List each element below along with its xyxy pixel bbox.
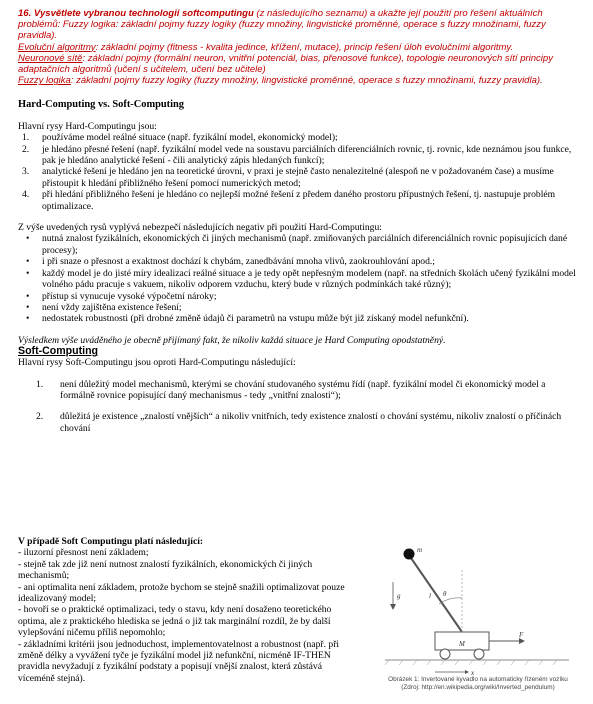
negative-item bbox=[18, 302, 578, 313]
negative-item-marker: • bbox=[26, 301, 30, 313]
soft-rule-line: - stejně tak zde již není nutnost znalostí fyzikálních, ekonomických či jiných mechanismů; bbox=[18, 558, 313, 582]
pendulum-rod bbox=[411, 558, 462, 632]
evo-text: : základní pojmy (fitness - kvalita jedince, křížení, mutace), princip řešení úloh evolučními algoritmy. bbox=[95, 41, 514, 53]
cart-wheel-right bbox=[474, 649, 484, 659]
evo-label: Evoluční algoritmy bbox=[18, 41, 96, 53]
soft-computing-title: Soft-Computing bbox=[18, 345, 99, 358]
question-rest: (z následujícího seznamu) a ukažte její použití pro řešení aktuálních problémů: Fuzzy logika: základní pojmy fuzzy logiky (fuzzy množiny, lingvistické proměnné, operace s fuzzy množinami, fuzzy pravidla). bbox=[18, 8, 546, 42]
negative-item bbox=[18, 313, 578, 324]
section-heading-hard-vs-soft: Hard-Computing vs. Soft-Computing bbox=[18, 99, 184, 111]
soft-feature-item-marker: 2. bbox=[36, 411, 44, 423]
soft-rule-line: - hovoří se o praktické optimalizaci, tedy o stavu, kdy není dosaženo teoretického optima, ale z praktického hlediska se jedná o již tak marginální rozdíl, že by další vylepšování ničemu příliš nepomohlo; bbox=[18, 604, 332, 639]
ground-hatch bbox=[385, 660, 557, 665]
negative-item-text: přístup si vynucuje vysoké výpočetní nároky; bbox=[42, 290, 217, 302]
document-page bbox=[18, 8, 578, 434]
hard-feature-item-marker: 3. bbox=[22, 166, 30, 178]
soft-rules-heading: V případě Soft Computingu platí následující: bbox=[18, 536, 204, 547]
negative-item-text: každý model je do jisté míry idealizací reálné situace a je tedy opět nepřesným modelem (např. na středních školách učený fyzikální model volného pádu pracuje s vakuem, nikoliv odporem vzduchu, který bude v různých podmínkách také různý); bbox=[42, 267, 576, 291]
question-number: 16. Vysvětlete vybranou technologii softcomputingu bbox=[18, 8, 254, 19]
negative-item-text: nutná znalost fyzikálních, ekonomických či jiných mechanismů (např. zmiňovaných parciálních diferenciálních rovnic popisujících dané procesy); bbox=[42, 233, 568, 256]
negative-item bbox=[18, 256, 578, 267]
gravity-label: g bbox=[397, 592, 401, 600]
figure-caption bbox=[373, 676, 583, 692]
negative-item bbox=[18, 233, 578, 256]
hard-feature-item bbox=[18, 189, 578, 212]
question-block bbox=[18, 8, 578, 86]
fuzzy-label: Fuzzy logika bbox=[18, 75, 71, 87]
hard-feature-item-marker: 1. bbox=[22, 132, 30, 144]
soft-intro: Hlavní rysy Soft-Computingu jsou oproti Hard-Computingu následující: bbox=[18, 357, 296, 369]
negative-item-text: není vždy zajištěna existence řešení; bbox=[42, 301, 182, 313]
negative-item bbox=[18, 268, 578, 291]
question-text bbox=[18, 8, 578, 42]
hard-intro: Hlavní rysy Hard-Computingu jsou: bbox=[18, 120, 157, 132]
soft-rules-block bbox=[18, 536, 348, 684]
x-axis-arrowhead bbox=[465, 670, 469, 674]
soft-features-list bbox=[18, 379, 578, 435]
negative-item bbox=[18, 291, 578, 302]
mass-label: m bbox=[417, 546, 423, 554]
nn-line bbox=[18, 53, 578, 75]
soft-rule-line: - iluzorní přesnost není základem; bbox=[18, 547, 149, 559]
hard-feature-item-marker: 4. bbox=[22, 189, 30, 201]
negative-item-marker: • bbox=[26, 267, 30, 279]
soft-rule-line: - základními kritérii jsou jednoduchost, implementovatelnost a robustnost (např. při změně délky a vyvážení tyče je fyzikální model již nefunkční, nicméně IF-THEN pravidla nevyžadují z fyzikální podstaty a popisují vnější znalost, která zůstává víceméně stejná). bbox=[18, 638, 340, 684]
negative-item-text: i při snaze o přesnost a exaktnost dochází k chybám, zanedbávání mnoha vlivů, zaokrouhlování apod.; bbox=[42, 256, 435, 268]
soft-feature-item-marker: 1. bbox=[36, 378, 44, 390]
negative-item-marker: • bbox=[26, 313, 30, 325]
negatives-intro: Z výše uvedených rysů vyplývá nebezpečí následujících negativ při použití Hard-Computingu: bbox=[18, 222, 382, 234]
cart-wheel-left bbox=[440, 649, 450, 659]
soft-rule-line: - ani optimalita není základem, protože bychom se stejně snažili optimalizovat pouze idealizovaný model; bbox=[18, 581, 345, 605]
negative-item-marker: • bbox=[26, 256, 30, 268]
hard-feature-item bbox=[18, 132, 578, 143]
nn-label: Neuronové sítě bbox=[18, 52, 83, 64]
hard-feature-item-text: používáme model reálné situace (např. fyzikální model, ekonomický model); bbox=[42, 132, 338, 144]
length-label: l bbox=[429, 592, 431, 600]
negatives-list bbox=[18, 233, 578, 324]
hard-feature-item-marker: 2. bbox=[22, 143, 30, 155]
x-label: x bbox=[471, 669, 475, 677]
fuzzy-line bbox=[18, 75, 578, 86]
hard-feature-item bbox=[18, 166, 578, 189]
theta-label: θ bbox=[443, 590, 447, 598]
hard-feature-item bbox=[18, 144, 578, 167]
hard-feature-item-text: při hledání přibližného řešení je hledáno co nejlepší možné řešení z předem daného prostoru přípustných řešení, tj. nastupuje problém optimalizace. bbox=[42, 189, 556, 212]
negative-item-marker: • bbox=[26, 233, 30, 245]
negative-item-marker: • bbox=[26, 290, 30, 302]
gravity-arrowhead bbox=[390, 604, 396, 610]
negative-item-text: nedostatek robustnosti (při drobné změně údajů či parametrů na vstupu může být již získaný model nefunkční). bbox=[42, 313, 469, 325]
hard-feature-item-text: analytické řešení je hledáno jen na teoretické úrovni, v praxi je stejně často nenalezitelné (alespoň ne v požadovaném čase) a musíme přistoupit k hledání přibližného řešení pomocí numerických metod; bbox=[42, 166, 554, 189]
hard-features-list bbox=[18, 132, 578, 212]
pendulum-mass bbox=[404, 549, 415, 560]
figure-caption-line1: Obrázek 1: Invertované kyvadlo na automaticky řízeném vozíku bbox=[388, 676, 568, 683]
soft-feature-item-text: důležitá je existence „znalostí vnějších“ a nikoliv vnitřních, tedy existence znalostí o chování systému, nikoliv znalostí o příčinách chování bbox=[60, 411, 562, 434]
soft-feature-item bbox=[18, 411, 578, 434]
conclusion: Výsledkem výše uváděného je obecně přijímaný fakt, že nikoliv každá situace je Hard Computing opodstatněný. bbox=[18, 334, 446, 346]
evo-line bbox=[18, 42, 578, 53]
fuzzy-text: : základní pojmy fuzzy logiky (fuzzy množiny, lingvistické proměnné, operace s fuzzy množinami, fuzzy pravidla). bbox=[70, 75, 543, 87]
soft-rules-lines bbox=[18, 547, 348, 684]
cart-mass-label: M bbox=[459, 640, 465, 648]
soft-feature-item-text: není důležitý model mechanismů, kterými se chování studovaného systému řídí (např. fyzikální model či ekonomický model a formálně rovnice popisující daný mechanismus - tedy „vnitřní znalosti“); bbox=[60, 378, 546, 401]
force-label: F bbox=[519, 631, 524, 639]
nn-text: : základní pojmy (formální neuron, vnitřní potenciál, bias, přenosové funkce), topologie neuronových sítí principy adaptačních algoritmů (učení s učitelem, učení bez učitele) bbox=[18, 52, 553, 76]
hard-feature-item-text: je hledáno přesné řešení (např. fyzikální model vede na soustavu parciálních diferenciálních rovnic, tj. rovnic, kde neznámou jsou funkce, pak je hledáno analytické řešení - čili analytický zápis hledaných funkcí); bbox=[42, 143, 572, 167]
figure-caption-line2: (Zdroj: http://en.wikipedia.org/wiki/Inverted_pendulum) bbox=[401, 683, 555, 691]
soft-feature-item bbox=[18, 379, 578, 402]
